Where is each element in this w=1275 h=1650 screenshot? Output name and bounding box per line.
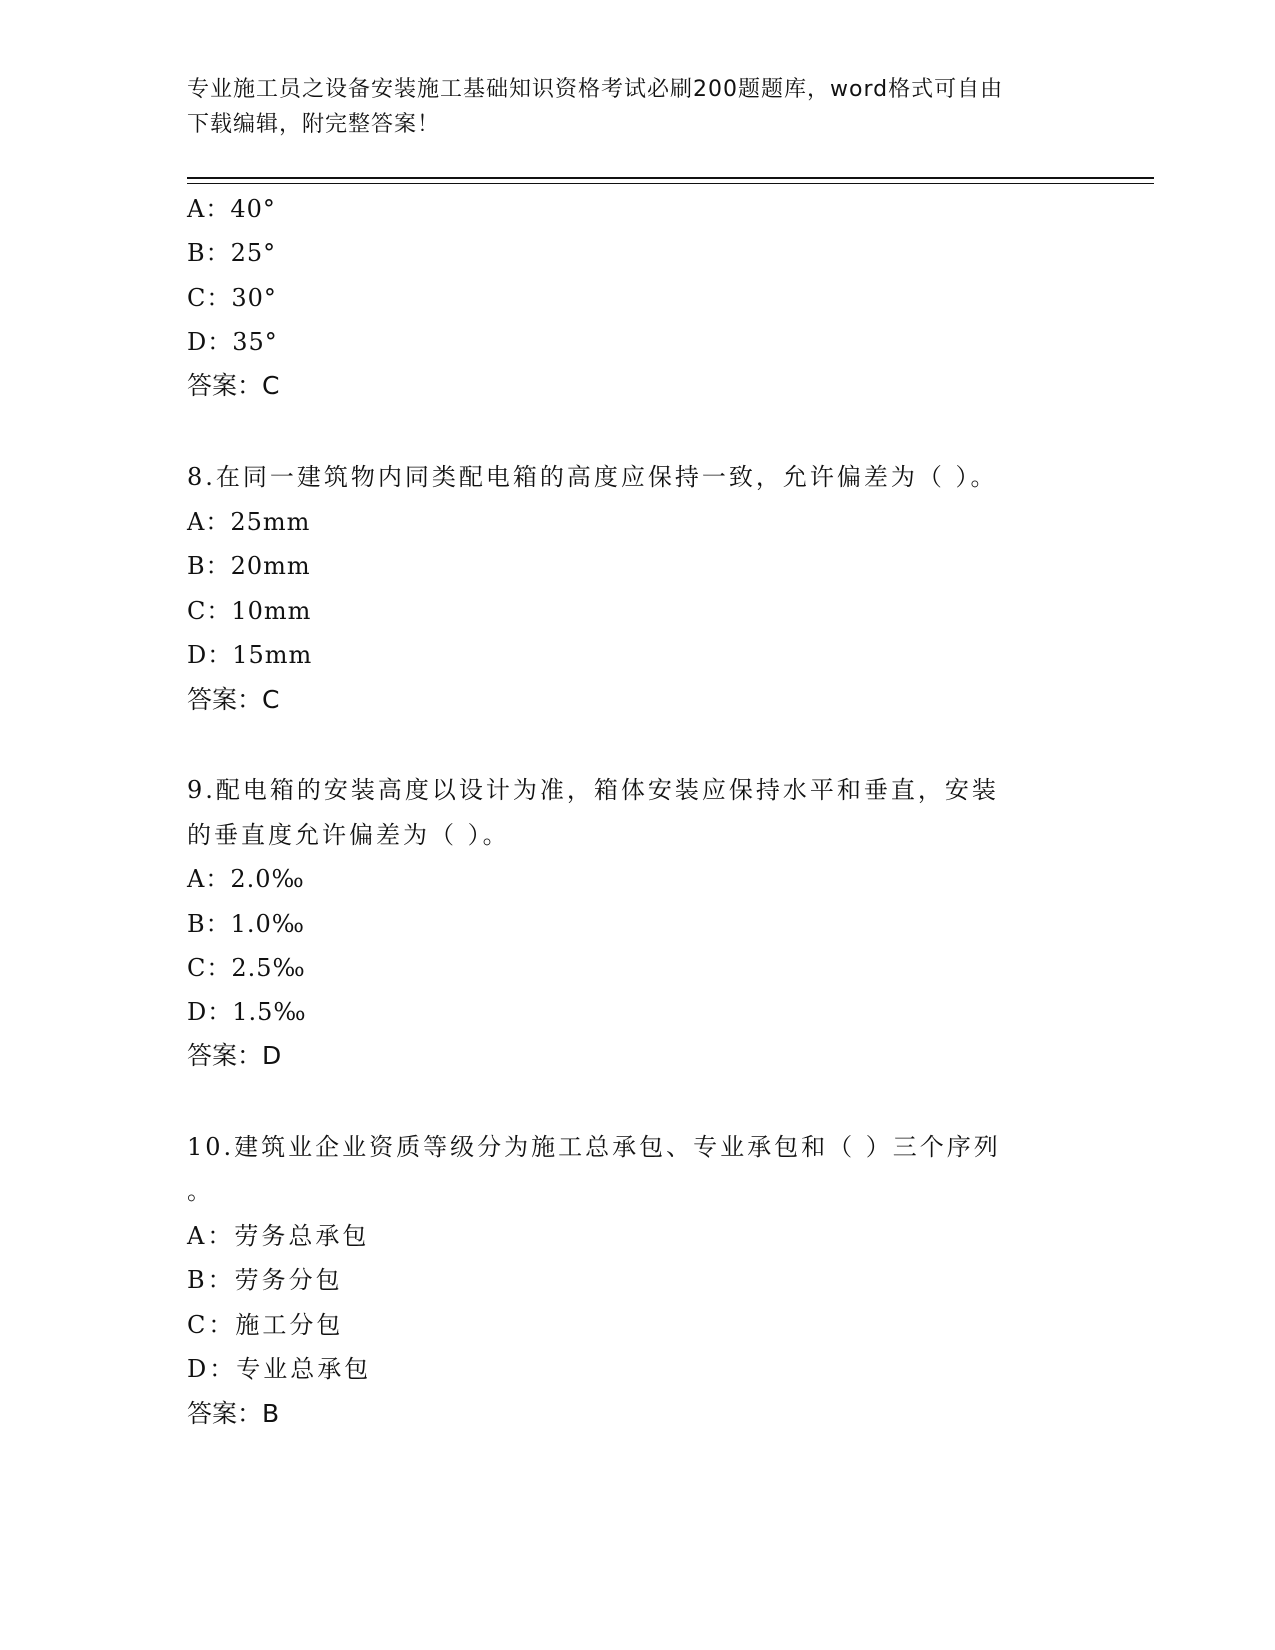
header-divider-thick [187, 177, 1154, 179]
header-line-1: 专业施工员之设备安装施工基础知识资格考试必刷200题题库，word格式可自由 [187, 77, 1004, 102]
q9-option-b: B：1.0‰ [187, 910, 306, 938]
q8-answer: 答案：C [187, 685, 280, 714]
q7-option-a: A：40° [187, 195, 276, 223]
q7-option-d: D：35° [187, 328, 278, 356]
q8-option-c: C：10mm [187, 597, 312, 625]
q7-answer: 答案：C [187, 371, 280, 400]
q10-option-a: A：劳务总承包 [187, 1222, 370, 1250]
document-header [187, 72, 1067, 142]
q8-option-b: B：20mm [187, 552, 311, 580]
header-divider-thin [187, 183, 1154, 184]
q7-option-c: C：30° [187, 284, 277, 312]
q10-option-b: B：劳务分包 [187, 1266, 343, 1294]
q10-question-line-1: 10.建筑业企业资质等级分为施工总承包、专业承包和（ ）三个序列 [187, 1133, 1001, 1161]
q10-option-c: C：施工分包 [187, 1311, 344, 1339]
q10-question-line-2: 。 [187, 1177, 212, 1205]
q9-option-a: A：2.0‰ [187, 865, 305, 893]
q9-question-line-1: 9.配电箱的安装高度以设计为准，箱体安装应保持水平和垂直，安装 [187, 776, 999, 804]
q9-option-d: D：1.5‰ [187, 998, 307, 1026]
q10-answer: 答案：B [187, 1399, 280, 1428]
q9-question-line-2: 的垂直度允许偏差为（ ）。 [187, 821, 510, 849]
q9-option-c: C：2.5‰ [187, 954, 306, 982]
q8-question: 8.在同一建筑物内同类配电箱的高度应保持一致，允许偏差为（ ）。 [187, 463, 998, 491]
q10-option-d: D：专业总承包 [187, 1355, 372, 1383]
q9-answer: 答案：D [187, 1041, 282, 1070]
q8-option-a: A：25mm [187, 508, 311, 536]
header-line-2: 下载编辑，附完整答案！ [187, 112, 441, 137]
q7-option-b: B：25° [187, 239, 277, 267]
q8-option-d: D：15mm [187, 641, 313, 669]
